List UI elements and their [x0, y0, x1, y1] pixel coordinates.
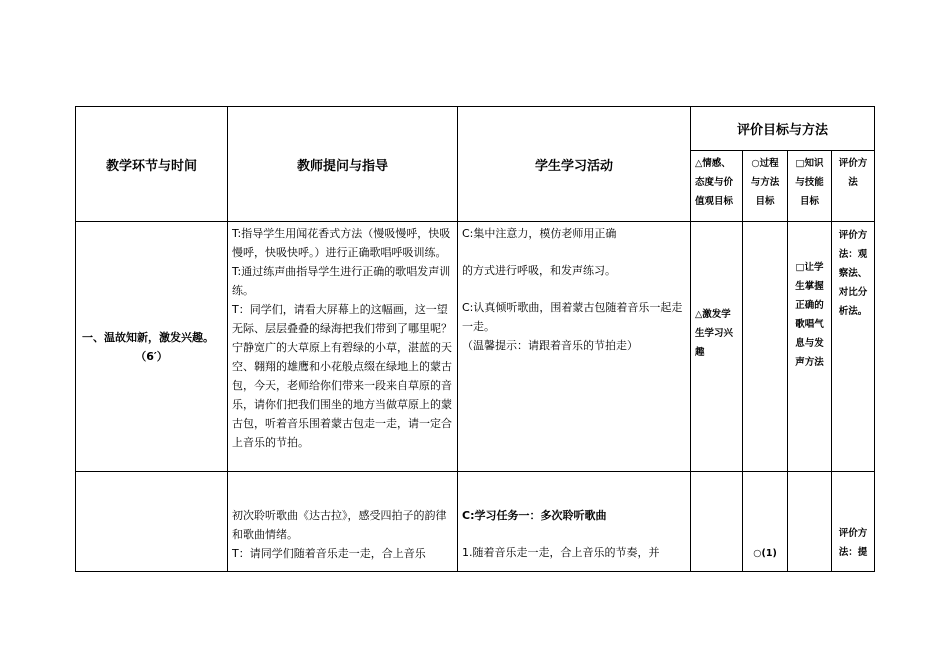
emotion-goal-cell: [691, 472, 743, 572]
header-eval-method: 评价方法: [832, 151, 875, 222]
teacher-text: T:通过练声曲指导学生进行正确的歌唱发声训练。: [232, 265, 451, 297]
header-student-activity: 学生学习活动: [458, 107, 691, 222]
student-cell: [458, 222, 691, 472]
stage-title: 一、温故知新，激发兴趣。: [82, 330, 214, 344]
eval-method-cell: 评价方法：提: [832, 472, 875, 572]
student-text: 1.随着音乐走一走，合上音乐的节奏，并: [462, 546, 660, 559]
header-stage-time: 教学环节与时间: [76, 107, 228, 222]
header-knowledge-goal: □知识与技能目标: [788, 151, 832, 222]
header-process-goal: ○过程与方法目标: [743, 151, 788, 222]
teacher-text: T：同学们，请看大屏幕上的这幅画，这一望无际、层层叠叠的绿海把我们带到了哪里呢？宁静宽广的大草原上有碧绿的小草，湛蓝的天空、翱翔的雄鹰和小花般点缀在绿地上的蒙古包，今天，老师给你们带来一段来自草原的音乐，请你们把我们围坐的地方当做草原上的蒙古包，听着音乐围着蒙古包走一走，请一定合上音乐的节拍。: [232, 303, 452, 449]
teacher-text: 初次聆听歌曲《达古拉》，感受四拍子的韵律和歌曲情绪。: [232, 509, 447, 541]
stage-cell: [76, 472, 228, 572]
student-cell: [458, 472, 691, 572]
header-teacher-guidance: 教师提问与指导: [228, 107, 458, 222]
eval-method-cell: 评价方法：观察法、对比分析法。: [832, 222, 875, 472]
table-row: [76, 472, 875, 572]
stage-cell: [76, 222, 228, 472]
process-goal-cell: ○(1): [743, 472, 788, 572]
student-text: （温馨提示：请跟着音乐的节拍走）: [462, 339, 638, 352]
teacher-text: T：请同学们随着音乐走一走，合上音乐: [232, 547, 426, 560]
student-text: C:集中注意力，模仿老师用正确: [462, 227, 617, 240]
student-text: 的方式进行呼吸，和发声练习。: [462, 264, 616, 277]
header-evaluation: 评价目标与方法: [691, 107, 875, 151]
student-text: C:认真倾听歌曲，围着蒙古包随着音乐一起走一走。: [462, 301, 683, 333]
stage-time: （6′）: [135, 349, 168, 363]
teacher-cell: [228, 472, 458, 572]
table-row: [76, 222, 875, 472]
knowledge-goal-cell: [788, 472, 832, 572]
lesson-plan-table: [75, 106, 875, 572]
header-emotion-goal: △情感、态度与价值观目标: [691, 151, 743, 222]
knowledge-goal-cell: □让学生掌握正确的歌唱气息与发声方法: [788, 222, 832, 472]
teacher-text: T:指导学生用闻花香式方法（慢吸慢呼，快吸慢呼，快吸快呼。）进行正确歌唱呼吸训练。: [232, 227, 451, 259]
teacher-cell: [228, 222, 458, 472]
process-goal-cell: [743, 222, 788, 472]
emotion-goal-cell: △激发学生学习兴趣: [691, 222, 743, 472]
student-task-title: C:学习任务一：多次聆听歌曲: [462, 509, 607, 522]
